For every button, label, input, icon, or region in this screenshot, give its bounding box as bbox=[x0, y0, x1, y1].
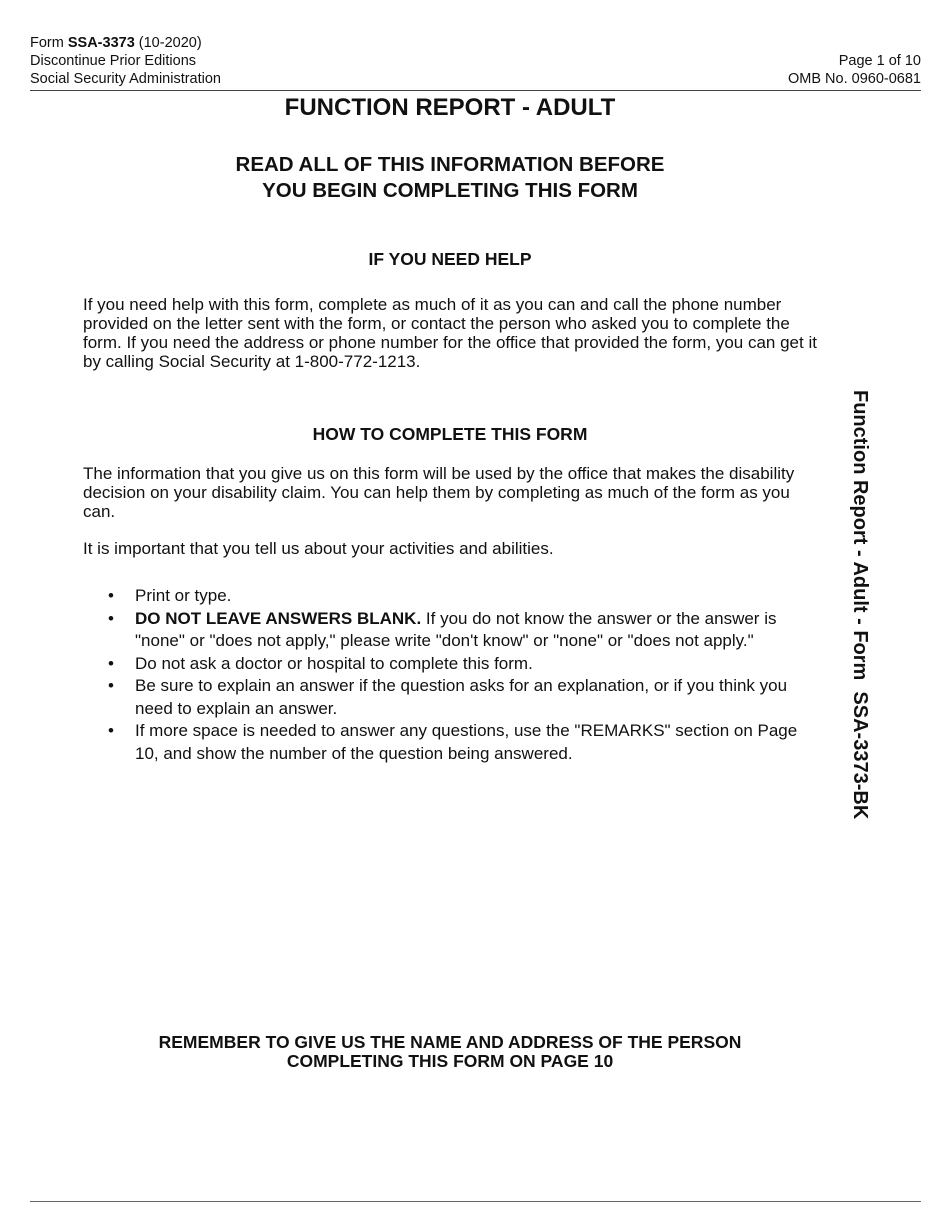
list-item: • If more space is needed to answer any questions, use the "REMARKS" section on Page 10, and show the number of the question being answered. bbox=[108, 721, 798, 763]
remember-line-2: COMPLETING THIS FORM ON PAGE 10 bbox=[286, 1051, 614, 1071]
bullet-icon: • bbox=[108, 721, 114, 740]
remember-notice bbox=[0, 1033, 900, 1071]
remember-line-1: REMEMBER TO GIVE US THE NAME AND ADDRESS OF THE PERSON bbox=[158, 1032, 742, 1052]
subtitle-line-2: YOU BEGIN COMPLETING THIS FORM bbox=[262, 179, 638, 202]
page-info bbox=[788, 52, 921, 88]
list-item: • Be sure to explain an answer if the question asks for an explanation, or if you think you need to explain an answer. bbox=[108, 676, 788, 718]
list-item: • DO NOT LEAVE ANSWERS BLANK. If you do not know the answer or the answer is "none" or "does not apply," please write "don't know" or "none" or "does not apply." bbox=[108, 608, 777, 650]
subtitle-line-1: READ ALL OF THIS INFORMATION BEFORE bbox=[235, 153, 665, 176]
header-divider bbox=[30, 90, 921, 91]
form-date: (10-2020) bbox=[134, 35, 202, 51]
instruction-list bbox=[83, 585, 823, 765]
list-item: • Print or type. bbox=[83, 585, 823, 608]
instructions-subtitle bbox=[0, 152, 900, 204]
discontinue-note: Discontinue Prior Editions bbox=[30, 53, 197, 69]
page-number: Page 1 of 10 bbox=[838, 53, 921, 69]
form-identification bbox=[30, 34, 221, 88]
form-number: SSA-3373 bbox=[67, 35, 135, 51]
bullet-icon: • bbox=[108, 608, 114, 628]
agency-name: Social Security Administration bbox=[30, 71, 221, 87]
page-title: FUNCTION REPORT - ADULT bbox=[284, 94, 616, 121]
omb-number: OMB No. 0960-0681 bbox=[788, 71, 921, 87]
form-number-line bbox=[30, 34, 221, 52]
side-form-label: Function Report - Adult - Form SSA-3373-BK bbox=[849, 390, 871, 820]
form-prefix: Form bbox=[30, 35, 68, 51]
how-to-paragraph-2: It is important that you tell us about your activities and abilities. bbox=[83, 539, 554, 558]
how-to-paragraph-1: The information that you give us on this form will be used by the office that makes the disability decision on your disability claim. You can help them by completing as much of the form as you can. bbox=[83, 464, 795, 521]
bullet-icon: • bbox=[108, 653, 114, 673]
how-to-heading: HOW TO COMPLETE THIS FORM bbox=[312, 424, 588, 444]
help-text: If you need help with this form, complete as much of it as you can and call the phone number provided on the letter sent with the form, or contact the person who asked you to complete the form. If you need the address or phone number for the office that provided the form, you can get it by calling Social Security at 1-800-772-1213. bbox=[83, 295, 817, 371]
list-item: • Do not ask a doctor or hospital to complete this form. bbox=[83, 653, 823, 676]
bullet-icon: • bbox=[108, 586, 114, 605]
footer-divider bbox=[30, 1201, 921, 1202]
help-heading: IF YOU NEED HELP bbox=[368, 249, 532, 269]
bullet-icon: • bbox=[108, 676, 114, 695]
